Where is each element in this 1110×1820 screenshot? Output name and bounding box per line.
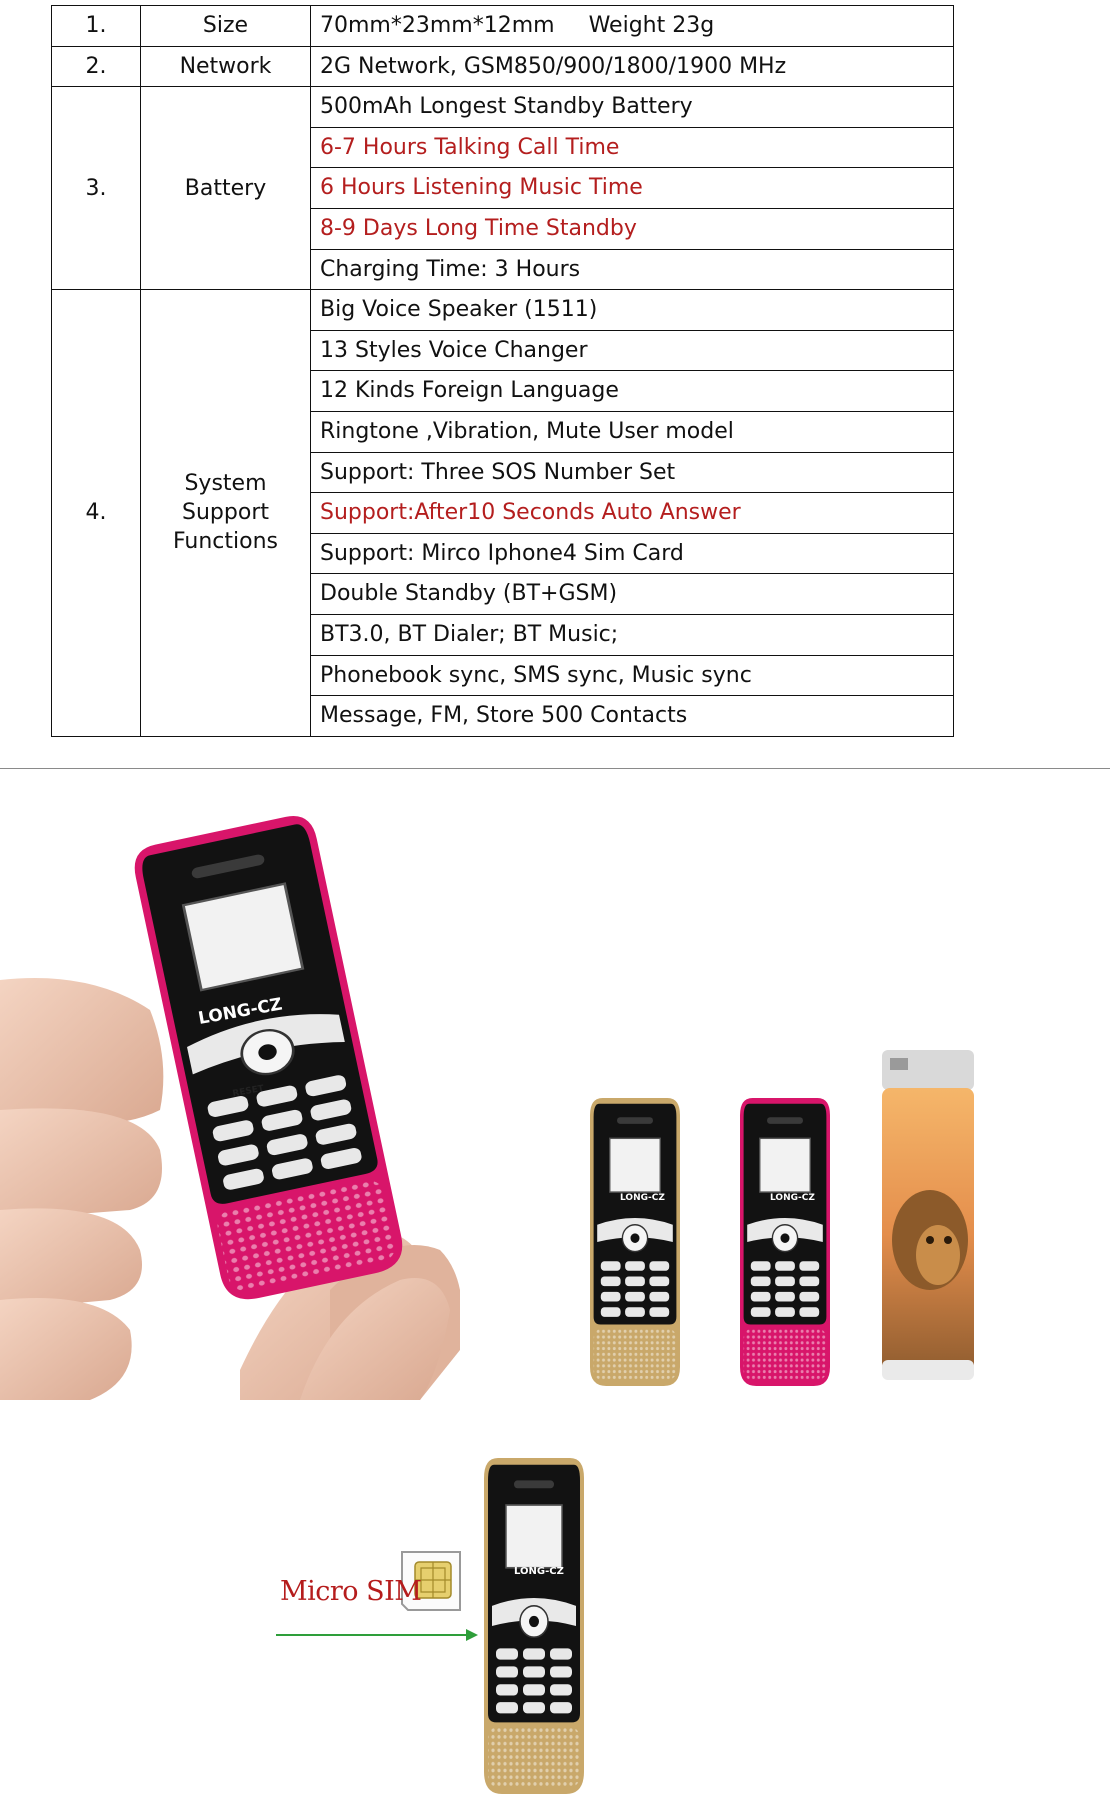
spec-value: Message, FM, Store 500 Contacts: [311, 696, 954, 737]
spec-value-highlight: 6-7 Hours Talking Call Time: [311, 127, 954, 168]
phone-brand-label: LONG-CZ: [196, 994, 284, 1029]
table-row: [52, 87, 954, 128]
row-category: Size: [141, 6, 311, 47]
reset-label: RESET: [231, 1083, 265, 1100]
spec-value: 2G Network, GSM850/900/1800/1900 MHz: [311, 46, 954, 87]
insert-arrow-icon: [276, 1629, 478, 1641]
row-number: 4.: [52, 290, 141, 737]
spec-value: Big Voice Speaker (1511): [311, 290, 954, 331]
section-divider: [0, 768, 1110, 769]
lighter-image: [882, 1050, 974, 1380]
spec-value: Charging Time: 3 Hours: [311, 249, 954, 290]
spec-value: [311, 6, 954, 47]
spec-value: 500mAh Longest Standby Battery: [311, 87, 954, 128]
row-category: Battery: [141, 87, 311, 290]
phone-brand-label: LONG-CZ: [770, 1193, 815, 1203]
spec-value: BT3.0, BT Dialer; BT Music;: [311, 614, 954, 655]
spec-value: 12 Kinds Foreign Language: [311, 371, 954, 412]
size-comparison-photo: [560, 1040, 1000, 1390]
size-value: 70mm*23mm*12mm: [320, 13, 555, 38]
spec-value: Support: Mirco Iphone4 Sim Card: [311, 533, 954, 574]
row-category: Network: [141, 46, 311, 87]
hand-holding-phone-photo: [0, 810, 460, 1400]
spec-value-highlight: 6 Hours Listening Music Time: [311, 168, 954, 209]
micro-sim-photo: [270, 1450, 630, 1800]
spec-value: Phonebook sync, SMS sync, Music sync: [311, 655, 954, 696]
phone-brand-label: LONG-CZ: [620, 1193, 665, 1203]
spec-value: 13 Styles Voice Changer: [311, 330, 954, 371]
phone-brand-label: LONG-CZ: [514, 1566, 564, 1577]
weight-value: Weight 23g: [588, 13, 715, 38]
row-category: [141, 290, 311, 737]
table-row: [52, 46, 954, 87]
spec-value-highlight: Support:After10 Seconds Auto Answer: [311, 493, 954, 534]
spec-table: [51, 5, 954, 737]
micro-sim-label: Micro SIM: [280, 1576, 422, 1607]
spec-value: Double Standby (BT+GSM): [311, 574, 954, 615]
row-number: 1.: [52, 6, 141, 47]
spec-value: Ringtone ,Vibration, Mute User model: [311, 411, 954, 452]
row-number: 2.: [52, 46, 141, 87]
row-number: 3.: [52, 87, 141, 290]
table-row: [52, 6, 954, 47]
spec-value: Support: Three SOS Number Set: [311, 452, 954, 493]
category-line: Support: [182, 500, 269, 526]
spec-value-highlight: 8-9 Days Long Time Standby: [311, 208, 954, 249]
table-row: [52, 290, 954, 331]
category-line: Functions: [172, 529, 279, 555]
category-line: System: [184, 471, 267, 497]
